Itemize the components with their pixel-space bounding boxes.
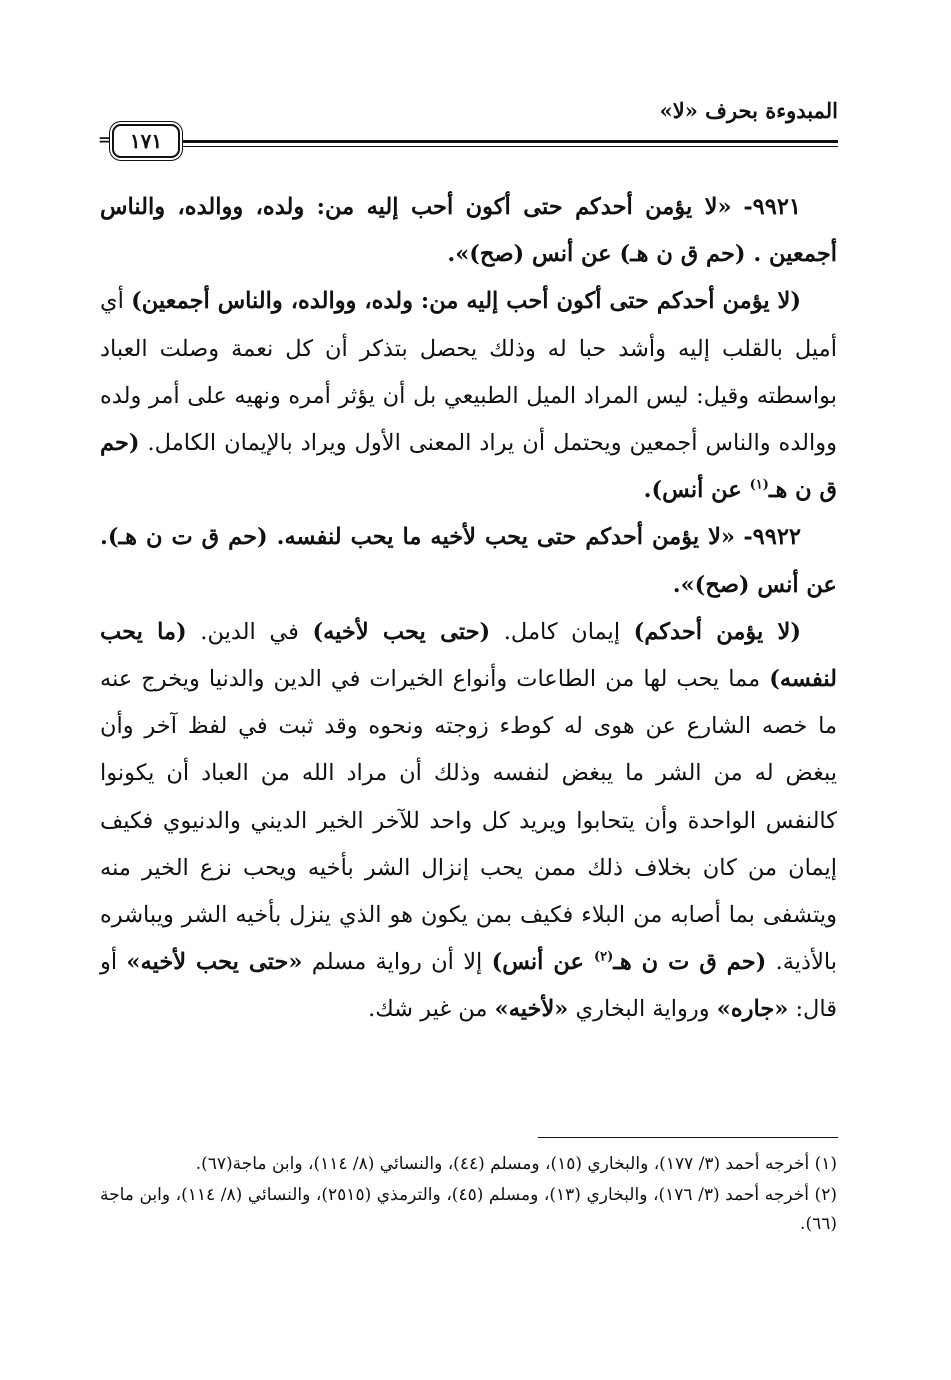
page-number: ١٧١ [112,124,180,158]
running-title: المبدوءة بحرف «لا» [659,98,838,123]
commentary-text: في الدين. [200,618,299,645]
quoted-phrase: «حتى يحب لأخيه» [126,949,303,976]
commentary-text: إيمان كامل. [503,618,621,645]
commentary-text: مما يحب لها من الطاعات وأنواع الخيرات في الدين والدنيا ويخرج عنه ما خصه الشارع عن هوى له كوطء زوجته ونحوه وقد ثبت في لفظ آخر وأن يبغض له من الشر ما يبغض لنفسه وذلك أن مراد الله من العباد أن يكونوا كالنفس الواحدة وأن يتحابوا ويريد كل واحد للآخر الخير الديني والدنيوي فكيف إيمان من كان بخلاف ذلك ممن يحب إنزال الشر بأخيه ويحب نزع الخير منه ويتشفى بما أصابه من البلاء فكيف بمن يكون هو الذي ينزل بأخيه الشر ويباشره بالأذية. [100,666,838,976]
footnote-2: (٢) أخرجه أحمد (٣/ ١٧٦)، والبخاري (١٣)، ومسلم (٤٥)، والترمذي (٢٥١٥)، والنسائي (٨/ ١١٤)، وابن ماجة (٦٦). [100,1185,837,1234]
source-reference: (حم ق ن هـ$^{(١)}$ عن أنس). [100,430,837,504]
footnote-1: (١) أخرجه أحمد (٣/ ١٧٧)، والبخاري (١٥)، ومسلم (٤٤)، والنسائي (٨/ ١١٤)، وابن ماجة(٦٧). [195,1154,837,1174]
hadith-text: «لا يؤمن أحدكم حتى أكون أحب إليه من: ولده، ووالده، والناس أجمعين . (حم ق ن هـ) عن أنس (صح)». [100,194,837,268]
commentary-text: إلا أن رواية مسلم [311,949,483,976]
quoted-phrase: «لأخيه» [494,996,569,1023]
hadith-text: «لا يؤمن أحدكم حتى يحب لأخيه ما يحب لنفسه. (حم ق ت ن هـ). عن أنس (صح)». [100,524,837,598]
hadith-9921 [100,184,837,278]
quoted-phrase: (ما يحب لنفسه) [100,618,837,693]
footnotes [100,1150,837,1241]
header-equals-mark: = [98,130,112,149]
header-rule-thin [182,146,838,147]
footnote-marker-1: (١) [749,477,769,493]
header-rule [182,140,838,143]
quoted-phrase: (حتى يحب لأخيه) [312,618,491,645]
commentary-9922 [100,609,837,1034]
quoted-phrase: (لا يؤمن أحدكم) [633,618,802,645]
commentary-text: أي أميل بالقلب إليه وأشد حبا له وذلك يحصل بتذكر أن كل نعمة وصلت العباد بواسطته وقيل: ليس المراد الميل الطبيعي بل أن يؤثر أمره ونهيه على أمر ولده ووالده والناس أجمعين ويحتمل أن يراد المعنى الأول ويراد بالإيمان الكامل. [100,288,837,457]
quoted-hadith: (لا يؤمن أحدكم حتى أكون أحب إليه من: ولده، ووالده، والناس أجمعين) [131,288,802,315]
source-reference: (حم ق ت ن هـ$^{(٢)}$ عن أنس) [491,949,767,976]
footnote-separator [538,1137,838,1138]
hadith-number: ٩٩٢١- [743,194,802,220]
hadith-9922 [100,514,837,608]
footnote-marker-2: (٢) [593,949,614,965]
commentary-text: أو قال: [100,949,837,1023]
page-header [98,92,838,158]
hadith-number: ٩٩٢٢- [743,524,801,551]
main-text [100,184,837,1034]
commentary-9921 [100,278,837,514]
quoted-phrase: «جاره» [716,996,789,1023]
commentary-text: من غير شك. [368,996,488,1023]
commentary-text: ورواية البخاري [575,996,710,1023]
